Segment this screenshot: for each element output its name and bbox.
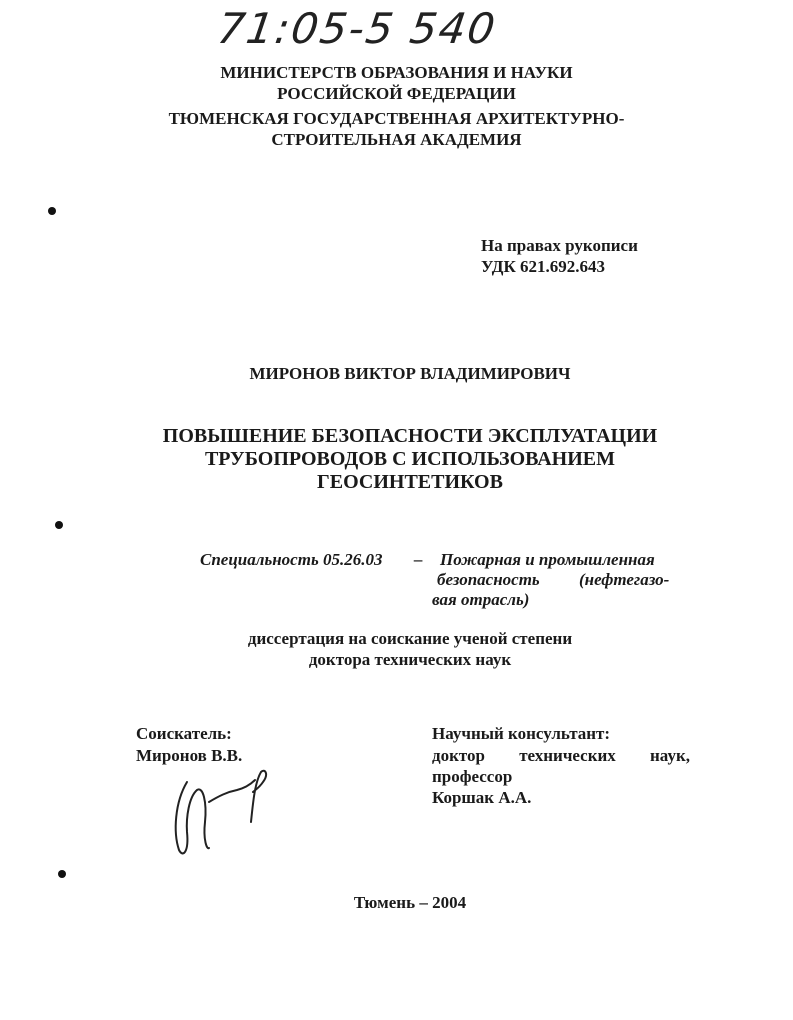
margin-dot [48,207,56,215]
margin-dot [58,870,66,878]
title-line-2: ТРУБОПРОВОДОВ С ИСПОЛЬЗОВАНИЕМ [204,448,616,470]
specialty-desc-line-2b: (нефтегазо- [579,570,670,589]
title-line-3: ГЕОСИНТЕТИКОВ [317,471,503,493]
academy-line-1: ТЮМЕНСКАЯ ГОСУДАРСТВЕННАЯ АРХИТЕКТУРНО- [168,109,625,128]
author-name: МИРОНОВ ВИКТОР ВЛАДИМИРОВИЧ [249,364,571,383]
applicant-name: Миронов В.В. [136,746,243,765]
specialty-desc-line-2a: безопасность [437,570,540,589]
signature [165,762,275,862]
margin-dot [55,521,63,529]
consultant-degree-part-2: технических [519,746,616,765]
consultant-label: Научный консультант: [432,724,611,743]
ministry-line-1: МИНИСТЕРСТВ ОБРАЗОВАНИЯ И НАУКИ [220,63,573,82]
specialty-desc-line-3: вая отрасль) [432,590,530,609]
footer-city-year: Тюмень – 2004 [353,893,467,912]
ministry-line-2: РОССИЙСКОЙ ФЕДЕРАЦИИ [277,84,516,103]
consultant-degree-part-1: доктор [432,746,485,765]
manuscript-rights: На правах рукописи [481,236,638,255]
title-line-1: ПОВЫШЕНИЕ БЕЗОПАСНОСТИ ЭКСПЛУАТАЦИИ [162,425,658,447]
specialty-desc-line-1: Пожарная и промышленная [440,550,655,569]
academy-line-2: СТРОИТЕЛЬНАЯ АКАДЕМИЯ [271,130,522,149]
archive-code: 71:05-5 540 [214,4,500,53]
applicant-label: Соискатель: [136,724,232,743]
degree-line-1: диссертация на соискание ученой степени [247,629,573,648]
udk-code: УДК 621.692.643 [481,257,606,276]
specialty-dash: – [414,550,423,569]
consultant-degree [432,746,690,766]
consultant-position: профессор [432,767,513,786]
degree-line-2: доктора технических наук [308,650,512,669]
specialty-label: Специальность 05.26.03 [200,550,383,569]
consultant-degree-part-3: наук, [650,746,690,765]
consultant-name: Коршак А.А. [432,788,532,807]
